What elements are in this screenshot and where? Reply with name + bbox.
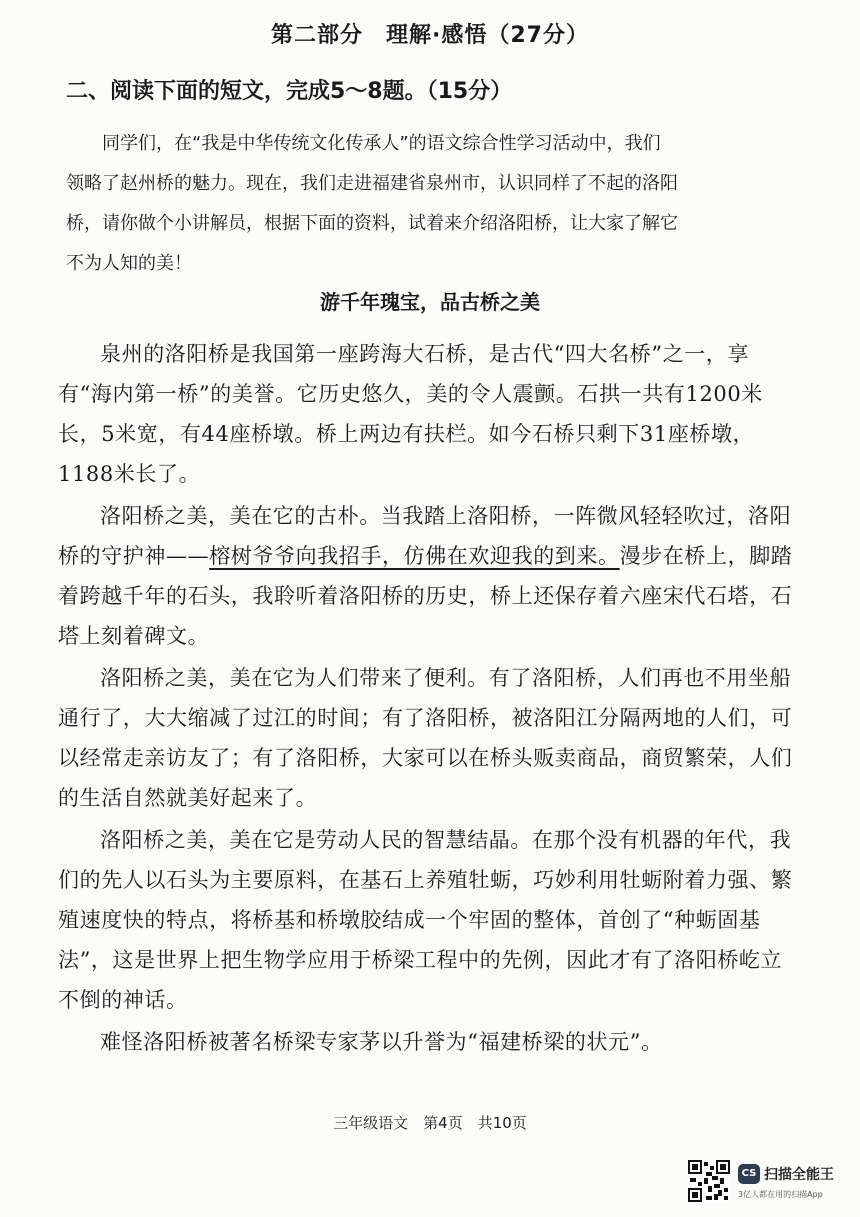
article-paragraph: 难怪洛阳桥被著名桥梁专家茅以升誉为“福建桥梁的状元”。 xyxy=(100,1030,663,1054)
underlined-sentence: 榕树爷爷向我招手，仿佛在欢迎我的到来。 xyxy=(209,544,620,568)
camscanner-logo: CS xyxy=(738,1164,760,1184)
article-title: 游千年瑰宝，品古桥之美 xyxy=(320,290,540,314)
intro-line: 同学们，在“我是中华传统文化传承人”的语文综合性学习活动中，我们 xyxy=(102,133,661,154)
paragraph-text: 漫步在桥上，脚踏着跨越千年的石头，我聆听着洛阳桥的历史，桥上还保存着六座宋代石塔，石塔上刻着碑文。 xyxy=(58,544,793,648)
question-heading: 二、阅读下面的短文，完成5～8题。（15分） xyxy=(66,79,513,104)
page-footer: 三年级语文 第4页 共10页 xyxy=(333,1114,527,1132)
intro-line: 不为人知的美！ xyxy=(66,253,192,274)
qr-code-icon xyxy=(688,1160,730,1202)
article-body xyxy=(58,334,794,1062)
section-title: 第二部分 理解·感悟（27分） xyxy=(271,23,589,48)
intro-line: 领略了赵州桥的魅力。现在，我们走进福建省泉州市，认识同样了不起的洛阳 xyxy=(66,173,678,194)
article-paragraph: 泉州的洛阳桥是我国第一座跨海大石桥，是古代“四大名桥”之一，享有“海内第一桥”的美誉。它历史悠久，美的令人震颤。石拱一共有1200米长，5米宽，有44座桥墩。桥上两边有扶栏。如今石桥只剩下31座桥墩，1188米长了。 xyxy=(58,342,763,486)
article-paragraph: 洛阳桥之美，美在它为人们带来了便利。有了洛阳桥，人们再也不用坐船通行了，大大缩减了过江的时间；有了洛阳桥，被洛阳江分隔两地的人们，可以经常走亲访友了；有了洛阳桥，大家可以在桥头贩卖商品，商贸繁荣，人们的生活自然就美好起来了。 xyxy=(58,666,793,810)
intro-line: 桥，请你做个小讲解员，根据下面的资料，试着来介绍洛阳桥，让大家了解它 xyxy=(66,213,678,234)
paragraph-text: 洛阳桥之美，美在它的古朴。当我踏上洛阳桥，一阵微风轻轻吹过，洛阳桥的守护神—— xyxy=(58,504,792,568)
camscanner-name: 扫描全能王 xyxy=(764,1167,834,1183)
article-paragraph xyxy=(58,496,794,656)
intro-text xyxy=(66,124,786,284)
article-paragraph: 洛阳桥之美，美在它是劳动人民的智慧结晶。在那个没有机器的年代，我们的先人以石头为主要原料，在基石上养殖牡蛎，巧妙利用牡蛎附着力强、繁殖速度快的特点，将桥基和桥墩胶结成一个牢固的整体，首创了“种蛎固基法”，这是世界上把生物学应用于桥梁工程中的先例，因此才有了洛阳桥屹立不倒的神话。 xyxy=(58,828,793,1012)
camscanner-tagline: 3亿人都在用的扫描App xyxy=(738,1190,823,1199)
